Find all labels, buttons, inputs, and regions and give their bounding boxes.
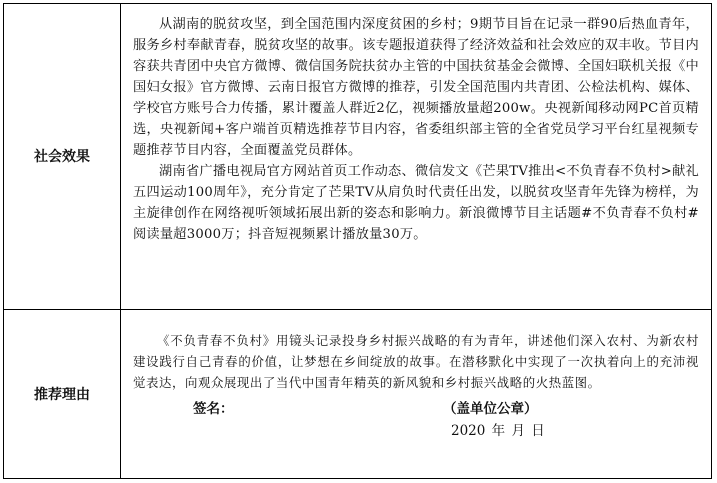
- official-seal-label: （盖单位公章）: [443, 400, 538, 417]
- recommendation-reason-content: [121, 309, 712, 478]
- recommendation-reason-row: [4, 309, 712, 478]
- date-text: 2020 年 月 日: [451, 422, 545, 439]
- date-row: [133, 419, 699, 441]
- signature-label: 签名：: [193, 400, 234, 417]
- social-impact-paragraph-1: 从湖南的脱贫攻坚，到全国范围内深度贫困的乡村；9期节目旨在记录一群90后热血青年，服务乡村奉献青春，脱贫攻坚的故事。该专题报道获得了经济效益和社会效应的双丰收。节目内容获共青团中央官方微博、微信国务院扶贫办主管的中国扶贫基金会微博、全国妇联机关报《中国妇女报》官方微博、云南日报官方微博的推荐，引发全国范围内共青团、公检法机构、媒体、学校官方账号合力传播，累计覆盖人群近2亿，视频播放量超200w。央视新闻移动网PC首页精选，央视新闻+客户端首页精选推荐节目内容，省委组织部主管的全省党员学习平台红星视频专题推荐节目内容，全面覆盖党员群体。: [133, 17, 699, 158]
- recommendation-form-table: [3, 3, 712, 479]
- social-impact-paragraph-2: 湖南省广播电视局官方网站首页工作动态、微信发文《芒果TV推出<不负青春不负村>献礼五四运动100周年》，充分肯定了芒果TV从肩负时代责任出发，以脱贫攻坚青年先锋为榜样，为主旋律创作在网络视听领域拓展出新的姿态和影响力。新浪微博节目主话题#不负青春不负村#阅读量超3000万；抖音短视频累计播放量30万。: [133, 164, 699, 242]
- social-impact-row: [4, 4, 712, 310]
- recommendation-reason-label: 推荐理由: [4, 309, 121, 478]
- social-impact-label: 社会效果: [4, 4, 121, 310]
- recommendation-reason-paragraph: 《不负青春不负村》用镜头记录投身乡村振兴战略的有为青年，讲述他们深入农村、为新农村建设践行自己青春的价值，让梦想在乡间绽放的故事。在潜移默化中实现了一次执着向上的充沛视觉表达，向观众展现出了当代中国青年精英的新风貌和乡村振兴战略的火热蓝图。: [133, 332, 699, 390]
- signature-row: [133, 397, 699, 419]
- social-impact-content: [121, 4, 712, 310]
